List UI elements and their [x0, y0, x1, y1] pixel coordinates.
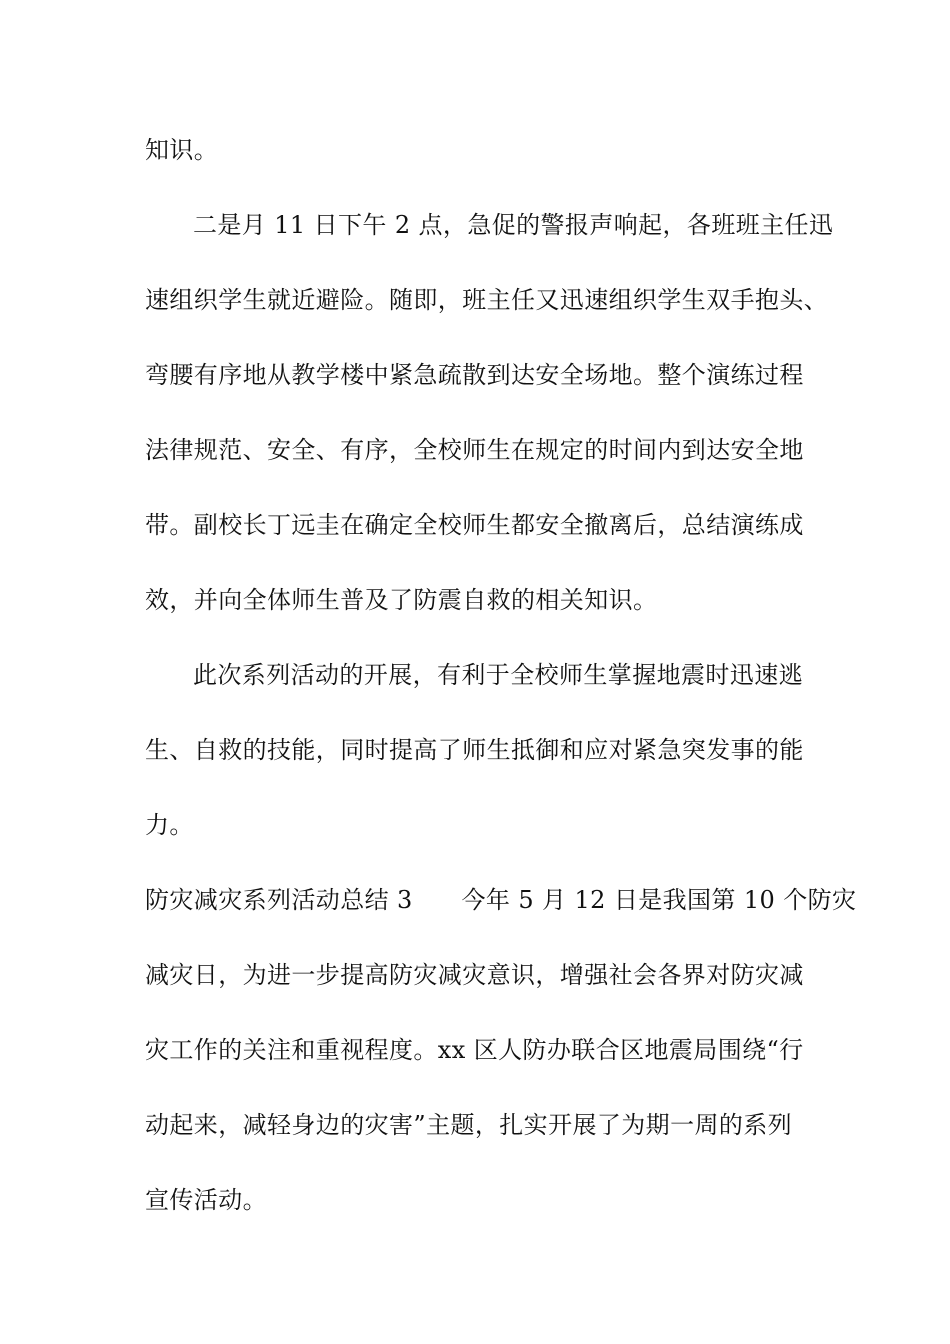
section-heading-line: 防灾减灾系列活动总结 3 今年 5 月 12 日是我国第 10 个防灾 — [145, 886, 857, 914]
text-line-4: 弯腰有序地从教学楼中紧急疏散到达安全场地。整个演练过程 — [145, 361, 804, 389]
text-line-13: 灾工作的关注和重视程度。xx 区人防办联合区地震局围绕“行 — [145, 1036, 804, 1064]
text-line-9: 生、自救的技能，同时提高了师生抵御和应对紧急突发事的能 — [145, 736, 804, 764]
text-line-6: 带。副校长丁远圭在确定全校师生都安全撤离后，总结演练成 — [145, 511, 804, 539]
text-line-15: 宣传活动。 — [145, 1186, 267, 1214]
text-line-12: 减灾日，为进一步提高防灾减灾意识，增强社会各界对防灾减 — [145, 961, 804, 989]
text-line-7: 效，并向全体师生普及了防震自救的相关知识。 — [145, 586, 658, 614]
text-line-5: 法律规范、安全、有序，全校师生在规定的时间内到达安全地 — [145, 436, 804, 464]
text-line-14: 动起来，减轻身边的灾害”主题，扎实开展了为期一周的系列 — [145, 1111, 793, 1139]
text-line-8: 此次系列活动的开展，有利于全校师生掌握地震时迅速逃 — [193, 661, 803, 689]
text-line-3: 速组织学生就近避险。随即，班主任又迅速组织学生双手抱头、 — [145, 286, 829, 314]
text-line-2: 二是月 11 日下午 2 点，急促的警报声响起，各班班主任迅 — [193, 211, 834, 239]
text-line-1: 知识。 — [145, 136, 219, 164]
text-line-10: 力。 — [145, 811, 194, 839]
